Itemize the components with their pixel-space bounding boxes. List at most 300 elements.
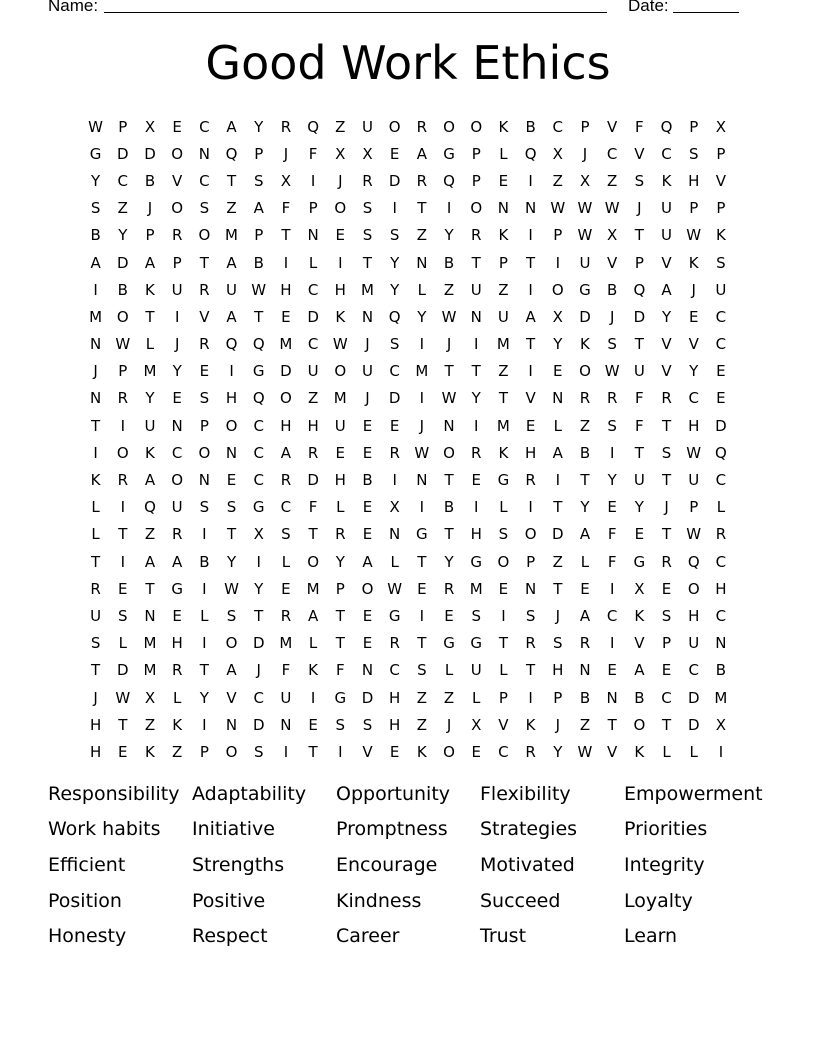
grid-letter: N: [198, 144, 210, 163]
word-list-item: Motivated: [480, 853, 575, 876]
grid-letter: X: [144, 117, 156, 136]
grid-letter: D: [117, 661, 129, 680]
grid-letter: M: [306, 579, 320, 598]
grid-letter: T: [145, 579, 155, 598]
grid-letter: S: [199, 199, 210, 218]
grid-letter: W: [550, 199, 566, 218]
header-line: [48, 0, 748, 20]
grid-letter: T: [199, 661, 209, 680]
grid-letter: Z: [144, 525, 156, 544]
grid-letter: T: [498, 389, 508, 408]
grid-letter: R: [471, 443, 482, 462]
grid-letter: R: [715, 525, 727, 544]
grid-letter: Z: [498, 280, 509, 299]
grid-letter: D: [388, 171, 401, 190]
grid-letter: Q: [144, 498, 156, 517]
grid-letter: O: [579, 362, 591, 381]
grid-letter: Q: [388, 307, 401, 326]
grid-letter: K: [145, 443, 155, 462]
grid-letter: Y: [390, 253, 400, 272]
grid-letter: V: [607, 742, 618, 761]
grid-letter: P: [254, 144, 264, 163]
grid-letter: I: [528, 226, 533, 245]
grid-letter: P: [498, 688, 508, 707]
grid-letter: U: [226, 280, 238, 299]
grid-letter: R: [171, 661, 183, 680]
grid-letter: S: [199, 389, 210, 408]
grid-letter: C: [171, 443, 183, 462]
grid-letter: O: [198, 226, 211, 245]
grid-letter: Y: [118, 226, 128, 245]
grid-letter: D: [361, 688, 374, 707]
grid-letter: I: [419, 606, 425, 625]
grid-letter: S: [498, 525, 509, 544]
grid-letter: X: [144, 688, 156, 707]
grid-letter: A: [579, 606, 591, 625]
grid-letter: Z: [552, 552, 563, 571]
word-list-item: Strengths: [192, 853, 285, 876]
grid-letter: T: [145, 307, 155, 326]
grid-letter: D: [307, 307, 319, 326]
word-list-item: Trust: [480, 925, 527, 948]
grid-letter: I: [202, 579, 207, 598]
grid-letter: A: [226, 117, 237, 136]
grid-letter: P: [172, 253, 182, 272]
grid-letter: E: [716, 389, 726, 408]
grid-letter: N: [198, 471, 210, 490]
grid-letter: R: [416, 171, 428, 190]
grid-letter: K: [498, 226, 509, 245]
grid-letter: A: [634, 661, 645, 680]
grid-letter: R: [661, 389, 672, 408]
grid-letter: T: [91, 416, 101, 435]
grid-letter: R: [280, 117, 292, 136]
grid-letter: N: [144, 606, 156, 625]
grid-letter: O: [225, 742, 238, 761]
grid-letter: W: [686, 226, 702, 245]
grid-letter: H: [688, 606, 700, 625]
grid-letter: K: [580, 335, 590, 354]
grid-letter: W: [577, 742, 593, 761]
grid-letter: N: [307, 226, 319, 245]
grid-letter: G: [497, 471, 510, 490]
grid-letter: X: [715, 117, 727, 136]
grid-letter: R: [579, 634, 591, 653]
grid-letter: S: [634, 171, 645, 190]
grid-letter: U: [144, 416, 156, 435]
grid-letter: F: [635, 389, 644, 408]
grid-letter: T: [444, 362, 454, 381]
grid-letter: W: [604, 362, 620, 381]
grid-letter: Z: [607, 171, 618, 190]
grid-letter: O: [334, 199, 347, 218]
grid-letter: I: [120, 552, 125, 571]
grid-letter: U: [171, 280, 183, 299]
grid-letter: L: [472, 688, 481, 707]
grid-letter: B: [443, 253, 455, 272]
grid-letter: Y: [172, 362, 182, 381]
grid-letter: Y: [607, 471, 617, 490]
puzzle-title: Good Work Ethics: [205, 36, 611, 90]
grid-letter: P: [634, 253, 644, 272]
grid-letter: P: [689, 199, 699, 218]
grid-letter: R: [362, 171, 373, 190]
grid-letter: T: [526, 253, 536, 272]
grid-letter: S: [281, 525, 291, 544]
grid-letter: T: [118, 525, 128, 544]
grid-letter: T: [498, 634, 508, 653]
grid-letter: S: [553, 634, 563, 653]
grid-letter: I: [174, 307, 180, 326]
grid-letter: E: [634, 525, 645, 544]
grid-letter: V: [607, 117, 618, 136]
grid-letter: O: [334, 362, 347, 381]
grid-letter: Z: [226, 199, 237, 218]
grid-letter: J: [93, 688, 98, 707]
grid-letter: Q: [252, 335, 265, 354]
grid-letter: X: [471, 715, 482, 734]
letter-grid: [82, 113, 735, 766]
grid-letter: A: [90, 253, 101, 272]
grid-letter: B: [90, 226, 101, 245]
grid-letter: K: [498, 443, 509, 462]
grid-letter: I: [474, 335, 479, 354]
grid-letter: I: [202, 634, 207, 653]
grid-letter: B: [362, 471, 373, 490]
grid-letter: P: [689, 498, 699, 517]
word-list-item: Initiative: [192, 818, 275, 841]
word-list-item: Position: [48, 889, 122, 912]
name-blank-line: [104, 12, 607, 13]
grid-letter: M: [360, 280, 374, 299]
grid-letter: S: [362, 715, 373, 734]
grid-letter: L: [390, 552, 399, 571]
grid-letter: D: [252, 715, 265, 734]
grid-letter: U: [470, 661, 482, 680]
grid-letter: Q: [252, 389, 265, 408]
grid-letter: N: [579, 661, 591, 680]
grid-letter: N: [361, 661, 374, 680]
grid-letter: O: [470, 117, 483, 136]
grid-letter: E: [716, 362, 726, 381]
grid-letter: W: [251, 280, 267, 299]
grid-letter: C: [661, 144, 672, 163]
grid-letter: J: [256, 661, 261, 680]
grid-letter: M: [279, 335, 293, 354]
grid-letter: X: [634, 579, 645, 598]
grid-letter: I: [446, 199, 452, 218]
grid-letter: N: [524, 579, 537, 598]
word-list-item: Responsibility: [48, 782, 180, 805]
grid-letter: O: [361, 579, 374, 598]
grid-letter: O: [388, 117, 401, 136]
grid-letter: A: [226, 661, 237, 680]
grid-letter: E: [389, 742, 400, 761]
grid-letter: Z: [443, 688, 455, 707]
grid-letter: F: [308, 144, 318, 163]
grid-letter: R: [525, 471, 536, 490]
grid-letter: X: [607, 226, 618, 245]
grid-letter: R: [280, 606, 292, 625]
grid-letter: S: [118, 606, 128, 625]
grid-letter: E: [118, 579, 128, 598]
word-list-item: Encourage: [336, 853, 438, 876]
grid-letter: A: [579, 525, 591, 544]
grid-letter: W: [88, 117, 104, 136]
grid-letter: R: [606, 389, 618, 408]
grid-letter: M: [89, 307, 103, 326]
grid-letter: P: [471, 171, 481, 190]
grid-letter: Y: [145, 389, 155, 408]
grid-letter: I: [392, 199, 397, 218]
grid-letter: L: [553, 416, 562, 435]
grid-letter: Y: [553, 335, 563, 354]
grid-letter: B: [715, 661, 727, 680]
grid-letter: N: [497, 199, 510, 218]
grid-letter: P: [118, 117, 128, 136]
grid-letter: W: [115, 335, 131, 354]
word-list-item: Opportunity: [336, 782, 451, 805]
grid-letter: C: [715, 552, 727, 571]
grid-letter: G: [416, 525, 428, 544]
grid-letter: K: [498, 117, 509, 136]
grid-letter: D: [687, 688, 700, 707]
grid-letter: N: [225, 443, 238, 462]
grid-letter: O: [524, 525, 537, 544]
grid-letter: R: [389, 634, 400, 653]
grid-letter: S: [199, 498, 210, 517]
grid-letter: T: [553, 498, 563, 517]
grid-letter: G: [443, 144, 455, 163]
grid-letter: T: [634, 443, 644, 462]
grid-letter: O: [443, 117, 455, 136]
grid-letter: P: [716, 199, 726, 218]
grid-letter: U: [307, 362, 319, 381]
grid-letter: I: [555, 471, 560, 490]
grid-letter: C: [253, 688, 264, 707]
grid-letter: E: [362, 498, 373, 517]
grid-letter: T: [634, 335, 644, 354]
grid-letter: S: [607, 335, 617, 354]
grid-letter: O: [171, 471, 184, 490]
grid-letter: J: [555, 715, 560, 734]
grid-letter: Z: [335, 117, 346, 136]
grid-letter: Z: [172, 742, 183, 761]
grid-letter: I: [283, 742, 289, 761]
grid-letter: J: [419, 416, 425, 435]
grid-letter: P: [199, 742, 209, 761]
grid-letter: P: [471, 144, 481, 163]
grid-letter: N: [171, 416, 183, 435]
grid-letter: G: [470, 552, 483, 571]
grid-letter: L: [336, 498, 345, 517]
grid-letter: V: [525, 389, 536, 408]
grid-letter: D: [715, 416, 727, 435]
grid-letter: D: [144, 144, 156, 163]
grid-letter: B: [579, 688, 591, 707]
grid-letter: A: [307, 606, 319, 625]
grid-letter: J: [365, 389, 370, 408]
grid-letter: G: [171, 579, 183, 598]
grid-letter: O: [687, 579, 700, 598]
grid-letter: U: [633, 471, 645, 490]
grid-letter: C: [389, 661, 400, 680]
grid-letter: F: [607, 525, 617, 544]
grid-letter: W: [577, 226, 593, 245]
grid-letter: I: [528, 280, 533, 299]
grid-letter: Y: [226, 552, 237, 571]
grid-letter: C: [389, 362, 400, 381]
grid-letter: X: [715, 715, 727, 734]
grid-letter: T: [661, 416, 672, 435]
grid-letter: P: [662, 634, 672, 653]
grid-letter: M: [333, 389, 347, 408]
word-list-item: Honesty: [48, 925, 127, 948]
grid-letter: H: [334, 280, 346, 299]
grid-letter: X: [552, 307, 563, 326]
grid-letter: N: [89, 335, 102, 354]
grid-letter: B: [443, 498, 455, 517]
grid-letter: S: [716, 253, 726, 272]
grid-letter: J: [283, 144, 289, 163]
grid-letter: C: [117, 171, 129, 190]
grid-letter: T: [634, 226, 644, 245]
grid-letter: H: [524, 443, 537, 462]
grid-letter: H: [470, 525, 482, 544]
grid-letter: E: [444, 606, 454, 625]
grid-letter: X: [253, 525, 264, 544]
grid-letter: V: [661, 335, 672, 354]
grid-letter: S: [90, 634, 101, 653]
grid-letter: U: [361, 362, 373, 381]
grid-letter: D: [687, 715, 700, 734]
grid-letter: I: [474, 416, 479, 435]
grid-letter: T: [91, 661, 101, 680]
grid-letter: S: [362, 199, 373, 218]
grid-letter: R: [90, 579, 101, 598]
grid-letter: O: [443, 443, 455, 462]
grid-letter: U: [661, 199, 673, 218]
grid-letter: S: [417, 661, 427, 680]
grid-letter: Y: [199, 688, 209, 707]
grid-letter: Q: [225, 335, 238, 354]
grid-letter: W: [686, 525, 702, 544]
grid-letter: Y: [444, 552, 454, 571]
grid-letter: Q: [443, 171, 455, 190]
grid-letter: E: [308, 715, 318, 734]
grid-letter: P: [526, 552, 536, 571]
grid-letter: P: [553, 688, 563, 707]
grid-letter: C: [253, 416, 264, 435]
grid-letter: I: [609, 579, 615, 598]
grid-letter: Y: [254, 117, 264, 136]
grid-letter: U: [90, 606, 102, 625]
grid-letter: Y: [390, 280, 400, 299]
grid-letter: F: [635, 416, 644, 435]
grid-letter: L: [308, 253, 318, 272]
grid-letter: S: [253, 171, 264, 190]
grid-letter: L: [200, 606, 209, 625]
grid-letter: R: [335, 525, 346, 544]
grid-letter: D: [252, 634, 265, 653]
grid-letter: I: [474, 498, 479, 517]
grid-letter: I: [392, 471, 397, 490]
grid-letter: O: [116, 307, 129, 326]
grid-letter: L: [118, 634, 127, 653]
grid-letter: Y: [471, 389, 481, 408]
grid-letter: J: [338, 171, 343, 190]
grid-letter: A: [144, 552, 156, 571]
word-list-item: Learn: [624, 925, 678, 948]
grid-letter: D: [280, 362, 292, 381]
grid-letter: N: [389, 525, 401, 544]
word-list-item: Empowerment: [624, 782, 763, 805]
grid-letter: O: [116, 443, 129, 462]
grid-letter: E: [172, 389, 182, 408]
grid-letter: E: [661, 579, 672, 598]
word-list-item: Respect: [192, 925, 268, 948]
grid-letter: W: [224, 579, 239, 598]
grid-letter: L: [444, 661, 454, 680]
grid-letter: R: [389, 443, 400, 462]
grid-letter: E: [335, 226, 346, 245]
grid-letter: G: [252, 362, 265, 381]
grid-letter: M: [225, 226, 238, 245]
grid-letter: T: [417, 199, 427, 218]
grid-letter: H: [89, 715, 102, 734]
grid-letter: U: [497, 307, 509, 326]
grid-letter: T: [199, 253, 209, 272]
grid-letter: E: [661, 661, 672, 680]
grid-letter: Z: [416, 688, 427, 707]
grid-letter: R: [199, 280, 210, 299]
grid-letter: R: [579, 389, 591, 408]
grid-letter: K: [172, 715, 183, 734]
grid-letter: O: [633, 715, 646, 734]
grid-letter: R: [171, 226, 183, 245]
grid-letter: I: [419, 335, 425, 354]
grid-letter: Q: [225, 144, 238, 163]
grid-letter: A: [552, 443, 563, 462]
grid-letter: A: [280, 443, 292, 462]
grid-letter: E: [525, 416, 536, 435]
grid-letter: H: [225, 389, 238, 408]
grid-letter: T: [335, 606, 345, 625]
grid-letter: C: [661, 688, 672, 707]
grid-letter: U: [280, 688, 292, 707]
grid-letter: S: [661, 606, 672, 625]
grid-letter: T: [417, 634, 427, 653]
grid-letter: J: [446, 335, 452, 354]
grid-letter: K: [416, 742, 427, 761]
grid-letter: T: [471, 362, 481, 381]
grid-letter: I: [310, 688, 316, 707]
grid-letter: X: [362, 144, 373, 163]
grid-letter: E: [281, 579, 291, 598]
grid-letter: J: [609, 307, 615, 326]
grid-letter: F: [308, 498, 318, 517]
grid-letter: O: [280, 389, 292, 408]
grid-letter: T: [553, 579, 563, 598]
grid-letter: W: [414, 443, 430, 462]
grid-letter: H: [715, 579, 727, 598]
grid-letter: N: [89, 389, 102, 408]
grid-letter: B: [634, 688, 645, 707]
grid-letter: K: [308, 661, 319, 680]
grid-letter: G: [89, 144, 102, 163]
grid-letter: O: [470, 199, 483, 218]
grid-letter: V: [715, 171, 727, 190]
